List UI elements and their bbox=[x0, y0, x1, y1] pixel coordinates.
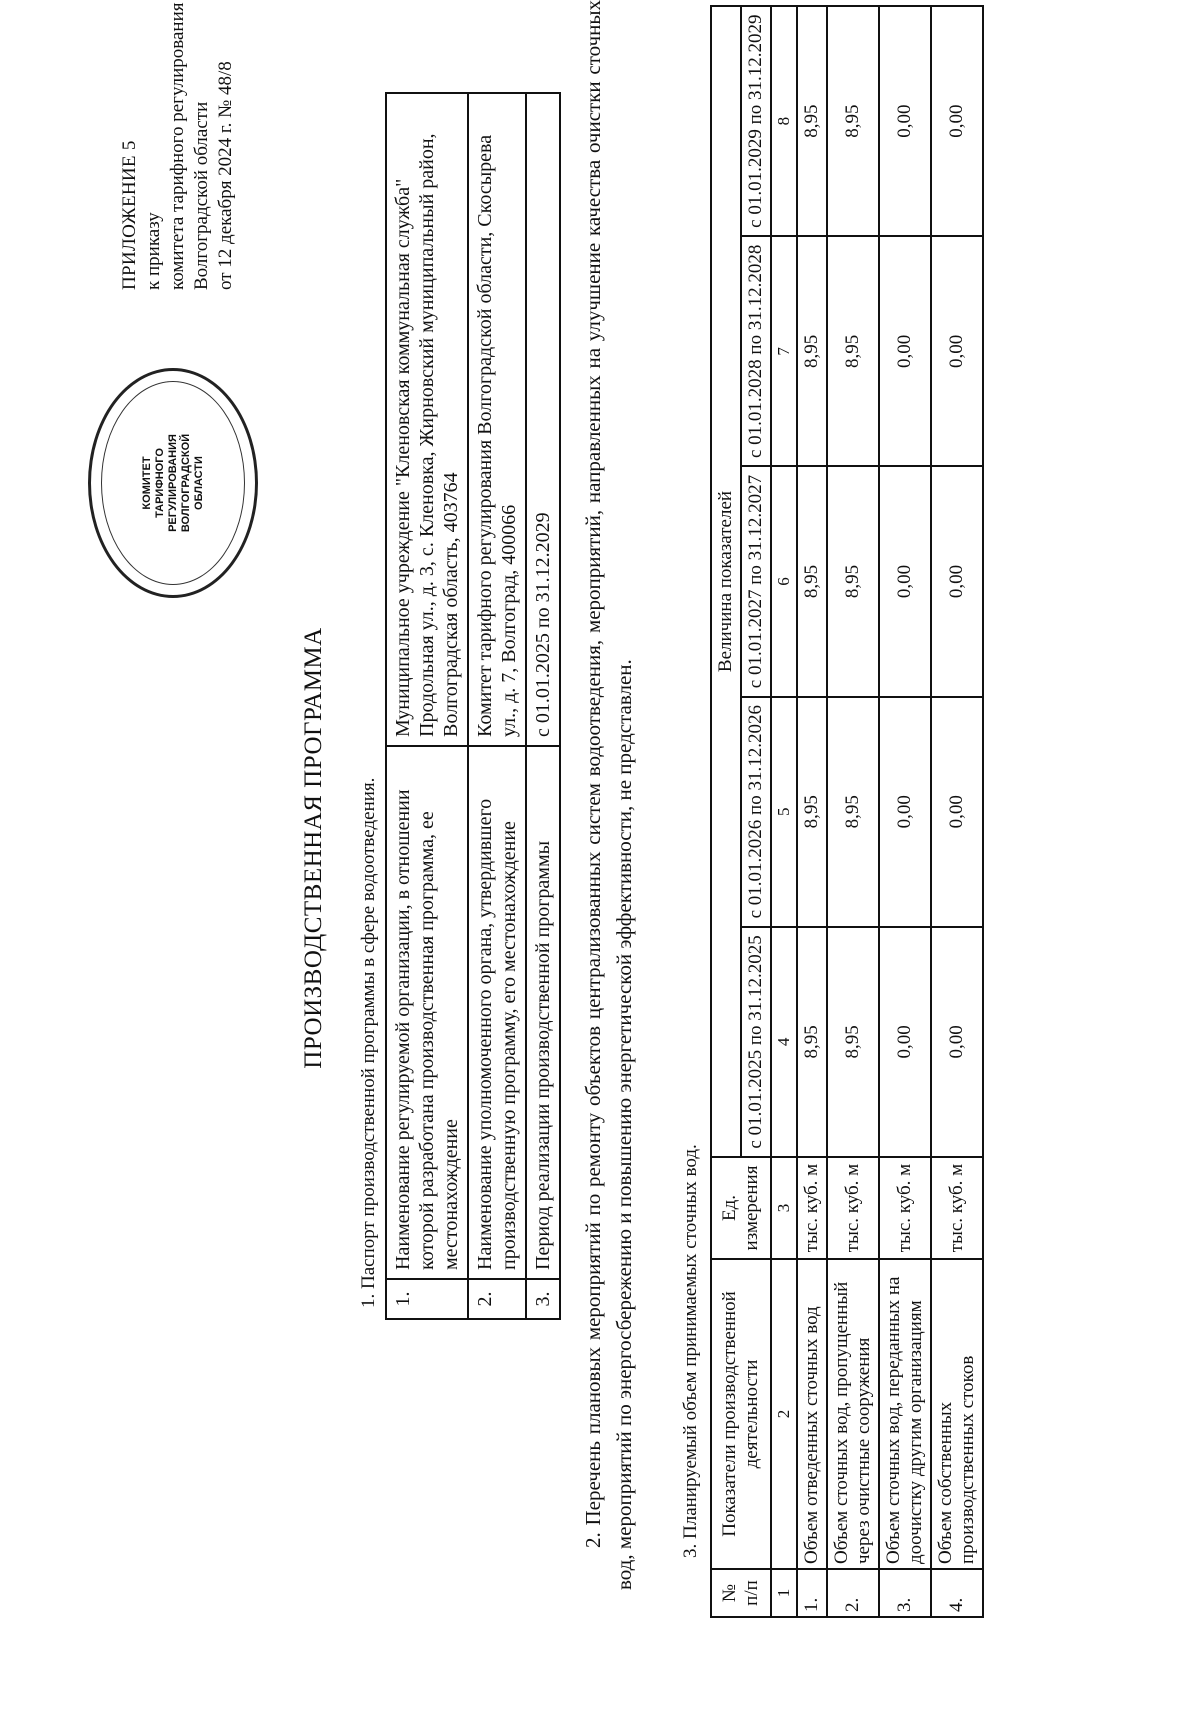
row-value: 8,95 bbox=[827, 466, 879, 696]
row-value: 0,00 bbox=[879, 466, 931, 696]
row-value: 8,95 bbox=[827, 236, 879, 466]
row-label: Период реализации производственной программы bbox=[526, 746, 560, 1279]
header-line-3: Волгоградской области bbox=[191, 101, 212, 290]
period-header: с 01.01.2028 по 31.12.2028 bbox=[741, 236, 771, 466]
row-number: 3. bbox=[879, 1569, 931, 1617]
section-1-heading: 1. Паспорт производственной программы в сфере водоотведения. bbox=[358, 777, 379, 1308]
column-index: 2 bbox=[771, 1259, 797, 1569]
volume-table bbox=[710, 5, 984, 1618]
column-index: 4 bbox=[771, 927, 797, 1157]
stamp-line: ВОЛГОГРАДСКОЙ bbox=[179, 433, 192, 533]
row-unit: тыс. куб. м bbox=[879, 1157, 931, 1259]
row-value: Комитет тарифного регулирования Волгоградской области, Скосырева ул., д. 7, Волгоград, 400066 bbox=[468, 93, 526, 746]
period-header: с 01.01.2027 по 31.12.2027 bbox=[741, 466, 771, 696]
row-unit: тыс. куб. м bbox=[827, 1157, 879, 1259]
row-value: 0,00 bbox=[931, 697, 983, 927]
row-indicator: Объем сточных вод, пропущенный через очистные сооружения bbox=[827, 1259, 879, 1569]
row-number: 2. bbox=[468, 1279, 526, 1319]
stamp-line: ОБЛАСТИ bbox=[192, 456, 205, 510]
col-num-header: № п/п bbox=[711, 1569, 771, 1617]
row-unit: тыс. куб. м bbox=[931, 1157, 983, 1259]
row-value: 8,95 bbox=[827, 697, 879, 927]
table-row bbox=[526, 93, 560, 1319]
table-row bbox=[827, 6, 879, 1617]
row-indicator: Объем собственных производственных стоков bbox=[931, 1259, 983, 1569]
row-number: 1. bbox=[797, 1569, 827, 1617]
table-row bbox=[386, 93, 468, 1319]
stamp-line: ТАРИФНОГО bbox=[153, 448, 166, 518]
section-3-heading: 3. Планируемый объем принимаемых сточных вод. bbox=[680, 1144, 701, 1558]
appendix-header bbox=[118, 0, 238, 290]
column-index: 1 bbox=[771, 1569, 797, 1617]
row-label: Наименование уполномоченного органа, утвердившего производственную программу, его местонахождение bbox=[468, 746, 526, 1279]
row-value: 8,95 bbox=[797, 927, 827, 1157]
document-title: ПРОИЗВОДСТВЕННАЯ ПРОГРАММА bbox=[300, 627, 327, 1069]
column-index: 3 bbox=[771, 1157, 797, 1259]
row-value: 8,95 bbox=[797, 6, 827, 236]
row-value: 8,95 bbox=[797, 236, 827, 466]
row-indicator: Объем сточных вод, переданных на доочистку другим организациям bbox=[879, 1259, 931, 1569]
header-line-2: комитета тарифного регулирования bbox=[167, 2, 188, 290]
col-unit-header: Ед. измерения bbox=[711, 1157, 771, 1259]
row-value: 0,00 bbox=[931, 6, 983, 236]
col-indicator-header: Показатели производственной деятельности bbox=[711, 1259, 771, 1569]
row-value: 8,95 bbox=[827, 927, 879, 1157]
row-value: 8,95 bbox=[797, 697, 827, 927]
row-value: с 01.01.2025 по 31.12.2029 bbox=[526, 93, 560, 746]
stamp-line: КОМИТЕТ bbox=[140, 456, 153, 510]
table-row bbox=[931, 6, 983, 1617]
header-line-4: от 12 декабря 2024 г. № 48/8 bbox=[215, 61, 236, 290]
row-value: 0,00 bbox=[879, 697, 931, 927]
row-value: 0,00 bbox=[879, 927, 931, 1157]
row-value: 8,95 bbox=[797, 466, 827, 696]
header-line-1: к приказу bbox=[143, 212, 164, 290]
official-stamp bbox=[88, 368, 258, 598]
row-value: 0,00 bbox=[879, 236, 931, 466]
table-row bbox=[468, 93, 526, 1319]
stamp-line: РЕГУЛИРОВАНИЯ bbox=[166, 434, 179, 532]
col-group-header: Величина показателей bbox=[711, 6, 741, 1157]
column-index: 6 bbox=[771, 466, 797, 696]
passport-table bbox=[385, 92, 561, 1320]
row-value: 0,00 bbox=[931, 236, 983, 466]
column-index: 8 bbox=[771, 6, 797, 236]
appendix-label: ПРИЛОЖЕНИЕ 5 bbox=[119, 140, 140, 290]
row-indicator: Объем отведенных сточных вод bbox=[797, 1259, 827, 1569]
period-header: с 01.01.2029 по 31.12.2029 bbox=[741, 6, 771, 236]
table-row bbox=[797, 6, 827, 1617]
period-header: с 01.01.2026 по 31.12.2026 bbox=[741, 697, 771, 927]
section-2-text: 2. Перечень плановых мероприятий по ремонту объектов централизованных систем водоотведения, мероприятий, направленных на улучшение качества очистки сточных вод, мероприятий по энергосбережению и повышению энергетической эффективности, не представлен. bbox=[581, 0, 636, 1590]
row-value: 0,00 bbox=[931, 466, 983, 696]
row-number: 1. bbox=[386, 1279, 468, 1319]
row-label: Наименование регулируемой организации, в отношении которой разработана производственная программа, ее местонахождение bbox=[386, 746, 468, 1279]
column-index: 5 bbox=[771, 697, 797, 927]
row-number: 2. bbox=[827, 1569, 879, 1617]
row-number: 4. bbox=[931, 1569, 983, 1617]
row-value: Муниципальное учреждение "Кленовская коммунальная служба" Продольная ул., д. 3, с. Кленовка, Жирновский муниципальный район, Волгоградская область, 403764 bbox=[386, 93, 468, 746]
table-header-row bbox=[711, 6, 741, 1617]
column-index: 7 bbox=[771, 236, 797, 466]
row-value: 8,95 bbox=[827, 6, 879, 236]
table-row bbox=[879, 6, 931, 1617]
row-value: 0,00 bbox=[931, 927, 983, 1157]
row-unit: тыс. куб. м bbox=[797, 1157, 827, 1259]
period-header: с 01.01.2025 по 31.12.2025 bbox=[741, 927, 771, 1157]
row-number: 3. bbox=[526, 1279, 560, 1319]
column-index-row bbox=[771, 6, 797, 1617]
row-value: 0,00 bbox=[879, 6, 931, 236]
